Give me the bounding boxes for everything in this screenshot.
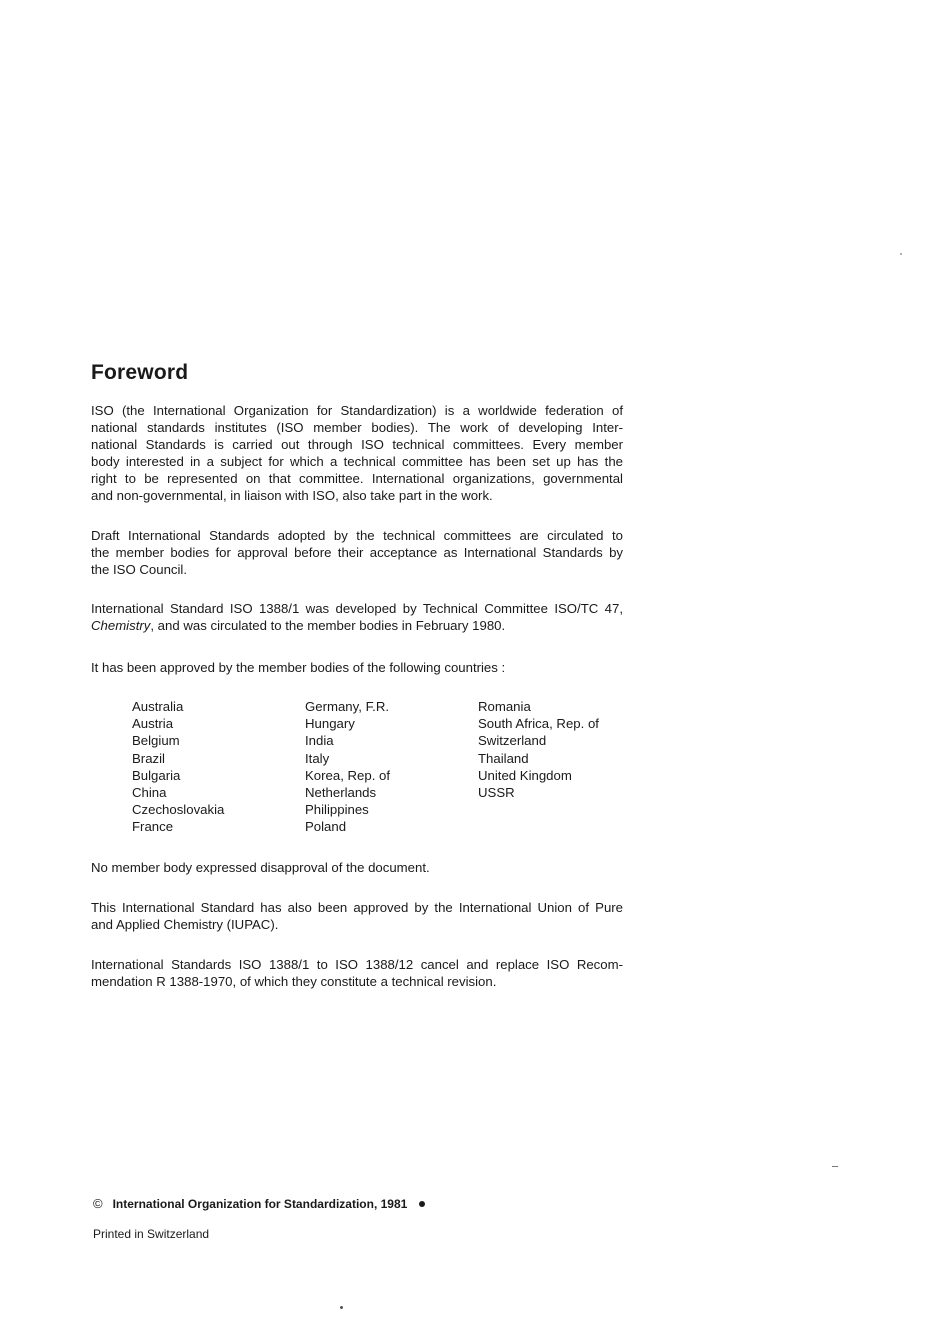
country-item: Philippines	[305, 802, 369, 818]
country-item: United Kingdom	[478, 767, 572, 783]
country-item: Netherlands	[305, 785, 377, 801]
copyright-icon: ©	[93, 1196, 103, 1211]
country-item: China	[132, 785, 167, 801]
country-item: Thailand	[478, 750, 529, 766]
text-line: body interested in a subject for which a technical committee has been set up has the	[91, 454, 623, 469]
scan-speck	[832, 1166, 838, 1167]
country-column-2	[305, 698, 390, 836]
text-line: and non-governmental, in liaison with ISO, also take part in the work.	[91, 488, 493, 503]
country-item: India	[305, 733, 334, 749]
country-item: Belgium	[132, 733, 180, 749]
bullet-dot-icon	[419, 1201, 425, 1207]
country-item: Bulgaria	[132, 767, 181, 783]
text-line: International Standard ISO 1388/1 was developed by Technical Committee ISO/TC 47,	[91, 601, 623, 616]
text-line: and Applied Chemistry (IUPAC).	[91, 917, 279, 932]
text-line: mendation R 1388-1970, of which they constitute a technical revision.	[91, 974, 497, 989]
country-item: South Africa, Rep. of	[478, 716, 599, 732]
text-line: It has been approved by the member bodies of the following countries :	[91, 660, 506, 675]
text-line	[91, 617, 623, 634]
country-item: Czechoslovakia	[132, 802, 225, 818]
country-item: Korea, Rep. of	[305, 767, 391, 783]
copyright-notice	[93, 1196, 425, 1211]
paragraph-development	[91, 600, 623, 634]
text-line: Draft International Standards adopted by the technical committees are circulated to	[91, 528, 623, 543]
text-fragment: , and was circulated to the member bodies in February 1980.	[150, 618, 506, 633]
paragraph-replacement	[91, 956, 623, 990]
page-title: Foreword	[91, 361, 189, 384]
text-line: the ISO Council.	[91, 562, 188, 577]
country-item: Germany, F.R.	[305, 699, 390, 714]
country-item: Hungary	[305, 716, 355, 732]
scan-speck	[900, 253, 902, 255]
copyright-text: International Organization for Standardization, 1981	[112, 1197, 408, 1211]
country-item: Brazil	[132, 750, 165, 766]
paragraph-draft-standards	[91, 527, 623, 578]
paragraph-iso-intro	[91, 402, 623, 504]
paragraph-no-disapproval	[91, 859, 623, 876]
country-item: Switzerland	[478, 733, 547, 749]
country-item: USSR	[478, 785, 515, 801]
country-column-1	[132, 698, 224, 836]
paragraph-iupac	[91, 899, 623, 933]
text-line: national standards institutes (ISO member bodies). The work of developing Inter-	[91, 420, 623, 435]
country-item: Australia	[132, 699, 184, 714]
scan-speck	[340, 1306, 343, 1309]
country-column-3	[478, 698, 599, 801]
country-item: Poland	[305, 819, 347, 835]
paragraph-approval	[91, 659, 623, 676]
text-line: national Standards is carried out through ISO technical committees. Every member	[91, 437, 623, 452]
text-line: No member body expressed disapproval of the document.	[91, 860, 430, 875]
text-line: This International Standard has also been approved by the International Union of Pure	[91, 900, 623, 915]
country-item: Italy	[305, 750, 330, 766]
text-line: right to be represented on that committee. International organizations, governmental	[91, 471, 623, 486]
country-item: Romania	[478, 699, 531, 714]
text-line: the member bodies for approval before their acceptance as International Standards by	[91, 545, 623, 560]
committee-name: Chemistry	[91, 618, 151, 633]
printed-location: Printed in Switzerland	[93, 1227, 210, 1241]
country-item: France	[132, 819, 174, 835]
text-line: International Standards ISO 1388/1 to ISO 1388/12 cancel and replace ISO Recom-	[91, 957, 623, 972]
text-line: ISO (the International Organization for Standardization) is a worldwide federation of	[91, 403, 623, 418]
country-item: Austria	[132, 716, 174, 732]
